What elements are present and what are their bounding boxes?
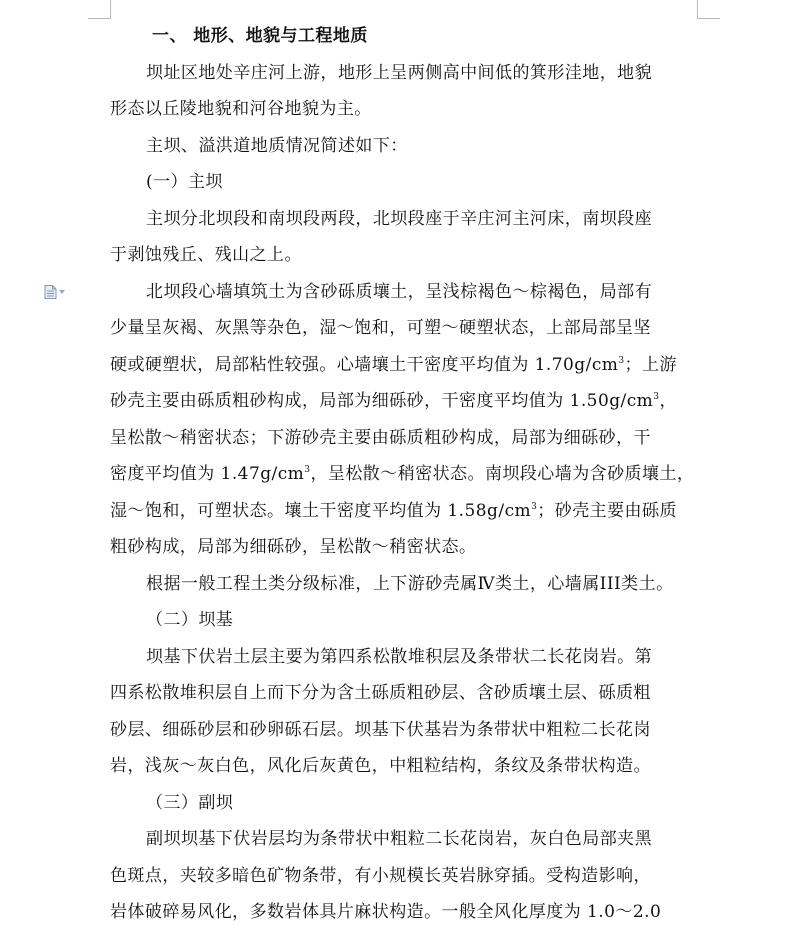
- text-line: [110, 456, 698, 493]
- document-body: [110, 18, 698, 931]
- subsection-heading: （二）坝基: [146, 610, 234, 630]
- superscript: 3: [304, 465, 311, 475]
- text-span: ，呈松散～稍密状态。南坝段心墙为含砂质壤土，: [310, 464, 695, 484]
- text-line: [110, 347, 698, 384]
- crop-mark-top-left: [88, 0, 111, 19]
- text-line: 色斑点，夹较多暗色矿物条带，有小规模长英岩脉穿插。受构造影响，: [110, 865, 651, 886]
- text-line: 根据一般工程土类分级标准，上下游砂壳属Ⅳ类土，心墙属III类土。: [146, 573, 674, 594]
- text-line: 坝址区地处辛庄河上游，地形上呈两侧高中间低的箕形洼地，地貌: [146, 62, 653, 83]
- text-line: 四系松散堆积层自上而下分为含土砾质粗砂层、含砂质壤土层、砾质粗: [110, 683, 651, 703]
- text-span: 砂壳主要由砾质粗砂构成，局部为细砾砂，干密度平均值为 1.50g/cm: [110, 391, 654, 411]
- text-line: 少量呈灰褐、灰黑等杂色，湿～饱和，可塑～硬塑状态，上部局部呈坚: [110, 318, 651, 338]
- text-line: 呈松散～稍密状态；下游砂壳主要由砾质粗砂构成，局部为细砾砂，干: [110, 427, 651, 448]
- text-line: [110, 493, 698, 530]
- text-line: 形态以丘陵地貌和河谷地貌为主。: [110, 99, 372, 119]
- text-line: 岩体破碎易风化，多数岩体具片麻状构造。一般全风化厚度为 1.0～2.0: [110, 902, 662, 922]
- section-heading: 一、 地形、地貌与工程地质: [152, 26, 368, 46]
- text-line: 副坝坝基下伏岩层均为条带状中粗粒二长花岗岩，灰白色局部夹黑: [146, 829, 653, 849]
- text-line: [110, 383, 698, 420]
- text-line: 主坝、溢洪道地质情况简述如下：: [146, 135, 408, 156]
- text-line: 岩，浅灰～灰白色，风化后灰黄色，中粗粒结构，条纹及条带状构造。: [110, 756, 651, 776]
- text-line: 砂层、细砾砂层和砂卵砾石层。坝基下伏基岩为条带状中粗粒二长花岗: [110, 719, 651, 740]
- chevron-down-icon: [59, 290, 65, 294]
- text-span: 硬或硬塑状，局部粘性较强。心墙壤土干密度平均值为 1.70g/cm: [110, 354, 619, 375]
- text-line: 粗砂构成，局部为细砾砂，呈松散～稍密状态。: [110, 537, 477, 557]
- superscript: 3: [618, 355, 625, 366]
- text-line: 主坝分北坝段和南坝段两段，北坝段座于辛庄河主河床，南坝段座: [146, 208, 653, 229]
- text-span: ，: [659, 391, 677, 411]
- document-icon: [44, 285, 57, 299]
- superscript: 3: [531, 501, 538, 512]
- text-span: 湿～饱和，可塑状态。壤土干密度平均值为 1.58g/cm: [110, 500, 532, 521]
- text-span: ；上游: [624, 354, 677, 375]
- text-line: 坝基下伏岩土层主要为第四系松散堆积层及条带状二长花岗岩。第: [146, 646, 653, 667]
- crop-mark-top-right: [697, 0, 720, 19]
- subsection-heading: (一）主坝: [146, 172, 223, 192]
- subsection-heading: （三）副坝: [146, 792, 234, 813]
- text-span: ；砂壳主要由砾质: [537, 500, 677, 521]
- superscript: 3: [653, 392, 660, 402]
- text-span: 密度平均值为 1.47g/cm: [110, 464, 305, 484]
- text-line: 北坝段心墙填筑土为含砂砾质壤土，呈浅棕褐色～棕褐色，局部有: [146, 281, 653, 302]
- text-line: 于剥蚀残丘、残山之上。: [110, 245, 302, 265]
- paragraph-marker[interactable]: [44, 285, 65, 299]
